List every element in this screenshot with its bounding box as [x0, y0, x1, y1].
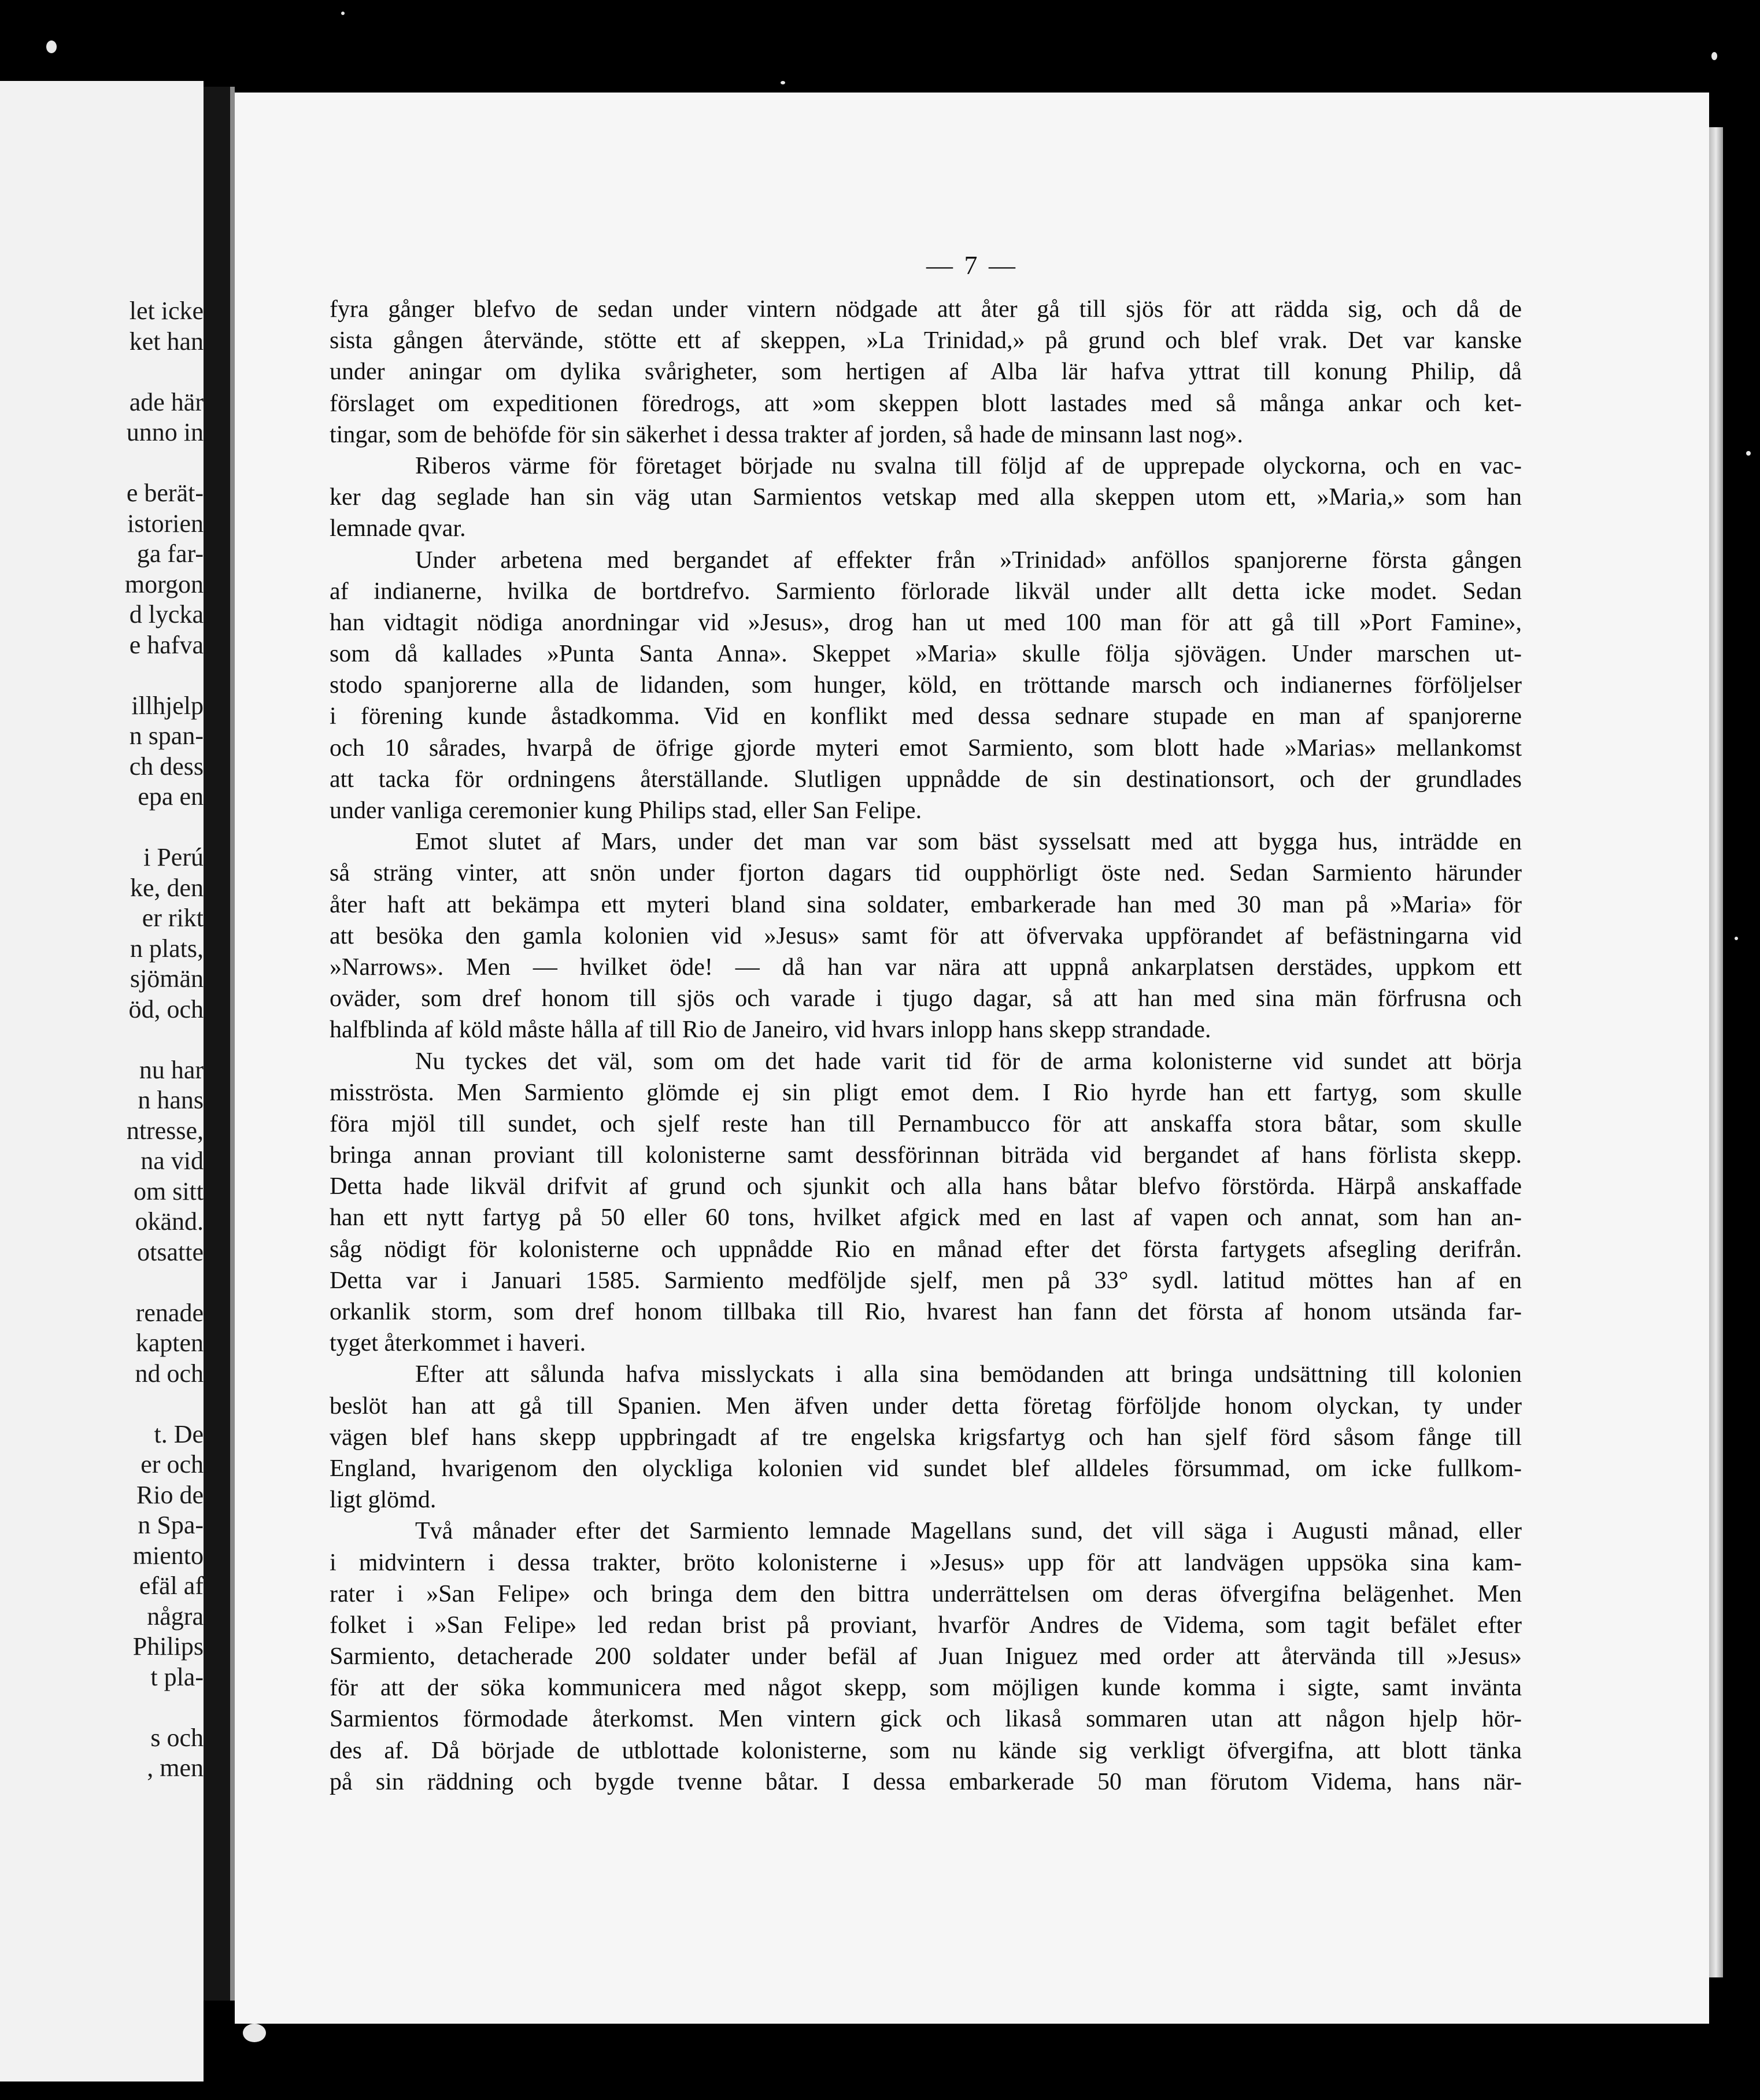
main-page — [235, 93, 1709, 2024]
text-line: som då kallades »Punta Santa Anna». Skeppet »Maria» skulle följa sjövägen. Under marschen ut- — [330, 641, 1522, 668]
text-line: att tacka för ordningens återställande. Slutligen uppnådde de sin destinationsort, och der grundlades — [330, 766, 1522, 793]
facing-page-line: nu har — [139, 1055, 204, 1084]
book-spine — [204, 87, 230, 2001]
text-line: Nu tyckes det väl, som om det hade varit tid för de arma kolonisterne vid sundet att börja — [415, 1048, 1522, 1075]
facing-page-line: epa en — [138, 782, 204, 811]
text-line: »Narrows». Men — hvilket öde! — då han var nära att uppnå ankarplatsen derstädes, uppkom ett — [330, 953, 1522, 981]
facing-page-line: några — [147, 1602, 204, 1631]
facing-page-line: ga far- — [136, 539, 204, 568]
text-line: ligt glömd. — [330, 1487, 437, 1514]
text-line: bringa annan proviant till kolonisterne samt dessförinnan biträda vid bergandet af hans förlista skepp. — [330, 1142, 1522, 1169]
text-line: tyget återkommet i haveri. — [330, 1330, 586, 1357]
dust-speck — [1735, 937, 1738, 940]
dust-speck — [46, 40, 57, 53]
facing-page-line: illhjelp — [131, 691, 204, 720]
text-line: Efter att sålunda hafva misslyckats i alla sina bemödanden att bringa undsättning till kolonien — [415, 1361, 1522, 1388]
facing-page-line: , men — [147, 1754, 204, 1782]
facing-page-line: e berät- — [126, 479, 204, 507]
body-text — [330, 294, 1522, 1798]
text-line: rater i »San Felipe» och bringa dem den bittra underrättelsen om deras öfvergifna belägenhet. Men — [330, 1580, 1522, 1607]
text-line: i midvintern i dessa trakter, bröto kolonisterne i »Jesus» upp för att landvägen uppsöka sina kam- — [330, 1549, 1522, 1576]
facing-page-line: n plats, — [130, 934, 204, 963]
facing-page-line: ntresse, — [126, 1116, 204, 1145]
text-line: oväder, som dref honom till sjös och varade i tjugo dagar, så att han med sina män förfrusna och — [330, 985, 1522, 1012]
facing-page-line: er rikt — [142, 904, 204, 932]
facing-page-line: n Spa- — [138, 1511, 204, 1539]
facing-page-line: Rio de — [136, 1480, 204, 1509]
facing-page-line: n hans — [138, 1086, 204, 1114]
text-line: Sarmientos förmodade återkomst. Men vintern gick och likaså sommaren utan att någon hjelp hör- — [330, 1706, 1522, 1733]
text-line: sista gången återvände, stötte ett af skeppen, »La Trinidad,» på grund och blef vrak. Det var kanske — [330, 327, 1522, 354]
facing-page-line — [125, 1025, 204, 1055]
text-line: Under arbetena med bergandet af effekter från »Trinidad» anföllos spanjorerne första gången — [415, 546, 1522, 574]
dust-speck — [1711, 52, 1717, 60]
facing-page-line: sjömän — [130, 964, 204, 993]
facing-page-line: ke, den — [130, 873, 204, 902]
facing-page-line: er och — [140, 1450, 204, 1478]
text-line: så sträng vinter, att snön under fjorton dagars tid oupphörligt öste ned. Sedan Sarmiento härunder — [330, 860, 1522, 887]
text-line: på sin räddning och bygde tvenne båtar. I dessa embarkerade 50 man förutom Videma, hans när- — [330, 1768, 1522, 1795]
page-edge — [1709, 127, 1723, 1977]
dust-speck — [243, 2024, 266, 2042]
text-line: att besöka den gamla kolonien vid »Jesus» samt för att öfvervaka uppförandet af befästningarna vid — [330, 922, 1522, 949]
text-line: och 10 sårades, hvarpå de öfrige gjorde myteri emot Sarmiento, som blott hade »Marias» mellankomst — [330, 734, 1522, 761]
text-line: vägen blef hans skepp uppbringadt af tre engelska krigsfartyg och han sjelf förd såsom fånge till — [330, 1424, 1522, 1451]
text-line: föra mjöl till sundet, och sjelf reste han till Pernambucco för att anskaffa stora båtar, som skulle — [330, 1110, 1522, 1137]
text-line: Riberos värme för företaget började nu svalna till följd af de upprepade olyckorna, och en vac- — [415, 452, 1522, 479]
text-line: stodo spanjorerne alla de lidanden, som hunger, köld, en tröttande marsch och indianernes förföljelser — [330, 672, 1522, 699]
text-line: Två månader efter det Sarmiento lemnade Magellans sund, det vill säga i Augusti månad, eller — [415, 1518, 1522, 1545]
text-line: åter haft att bekämpa ett myteri bland sina soldater, embarkerade han med 30 man på »Maria» för — [330, 891, 1522, 918]
facing-page-line — [125, 1692, 204, 1723]
facing-page-line: om sitt — [133, 1177, 204, 1206]
text-line: af indianerne, hvilka de bortdrefvo. Sarmiento förlorade likväl under allt detta icke modet. Sedan — [330, 578, 1522, 605]
facing-page-line: nd och — [135, 1359, 204, 1388]
facing-page-line: i Perú — [143, 843, 204, 871]
facing-page-line — [125, 1267, 204, 1298]
facing-page-line: s och — [150, 1723, 204, 1752]
text-line: folket i »San Felipe» led redan brist på proviant, hvarför Andres de Videma, som tagit befälet efter — [330, 1611, 1522, 1639]
text-line: beslöt han att gå till Spanien. Men äfven under detta företag förföljde honom olyckan, ty under — [330, 1392, 1522, 1419]
facing-page-line: t. De — [154, 1419, 204, 1448]
dust-speck — [1746, 451, 1751, 456]
facing-page-line — [125, 357, 204, 387]
dust-speck — [341, 12, 345, 15]
facing-page-line: miento — [132, 1541, 204, 1570]
text-line: ker dag seglade han sin väg utan Sarmientos vetskap med alla skeppen utom ett, »Maria,» som han — [330, 484, 1522, 511]
facing-page-line: otsatte — [137, 1237, 204, 1266]
text-line: för att der söka kommunicera med något skepp, som möjligen kunde komma i sigte, samt invänta — [330, 1674, 1522, 1702]
text-line: orkanlik storm, som dref honom tillbaka till Rio, hvarest han fann det första af honom utsända far- — [330, 1299, 1522, 1325]
spine-edge — [230, 87, 235, 2001]
text-line: under aningar om dylika svårigheter, som hertigen af Alba lär hafva yttrat till konung Philip, då — [330, 358, 1522, 386]
text-line: halfblinda af köld måste hålla af till Rio de Janeiro, vid hvars inlopp hans skepp strandade. — [330, 1016, 1211, 1044]
text-line: England, hvarigenom den olyckliga kolonien vid sundet blef alldeles försummad, om icke fullkom- — [330, 1455, 1522, 1482]
text-line: lemnade qvar. — [330, 515, 466, 542]
facing-page-line: e hafva — [129, 630, 204, 659]
facing-page-line: let icke — [129, 297, 204, 325]
text-line: tingar, som de behöfde för sin säkerhet i dessa trakter af jorden, så hade de minsann last nog». — [330, 421, 1243, 448]
dust-speck — [781, 81, 785, 84]
text-line: Emot slutet af Mars, under det man var som bäst sysselsatt med att bygga hus, inträdde en — [415, 829, 1522, 856]
page-number: — 7 — — [926, 250, 1018, 280]
facing-page-line: ket han — [129, 327, 204, 356]
facing-page-line: t pla- — [150, 1662, 204, 1691]
facing-page-line: ch dess — [129, 752, 204, 781]
text-line: under vanliga ceremonier kung Philips stad, eller San Felipe. — [330, 797, 922, 824]
text-line: i förening kunde åstadkomma. Vid en konflikt med dessa sednare stupade en man af spanjorerne — [330, 703, 1522, 730]
facing-page-line: okänd. — [135, 1207, 204, 1236]
facing-page-line: kapten — [135, 1329, 204, 1357]
text-line: Sarmiento, detacherade 200 soldater under befäl af Juan Iniguez med order att återvända till »Jesus» — [330, 1643, 1522, 1670]
facing-page-line: istorien — [127, 509, 204, 538]
text-line: Detta hade likväl drifvit af grund och sjunkit och alla hans båtar blefvo förstörda. Härpå anskaffade — [330, 1173, 1522, 1200]
text-line: såg nödigt för kolonisterne och uppnådde Rio en månad efter det första fartygets afsegling derifrån. — [330, 1236, 1522, 1263]
facing-page-line: efäl af — [139, 1572, 204, 1600]
text-line: han vidtagit nödiga anordningar vid »Jesus», drog han ut med 100 man för att gå till »Port Famine», — [330, 609, 1522, 636]
text-line: förslaget om expeditionen föredrogs, att »om skeppen blott lastades med så många ankar och ket- — [330, 390, 1522, 417]
facing-page — [0, 81, 204, 2081]
facing-page-line: d lycka — [129, 600, 204, 628]
facing-page-line: renade — [135, 1298, 204, 1327]
facing-page-line: na vid — [140, 1147, 204, 1175]
text-line: des af. Då började de utblottade kolonisterne, som nu kände sig verkligt öfvergifna, att blott tänka — [330, 1737, 1522, 1764]
text-line: misströsta. Men Sarmiento glömde ej sin pligt emot dem. I Rio hyrde han ett fartyg, som skulle — [330, 1079, 1522, 1106]
facing-page-line: ade här — [129, 387, 204, 416]
text-line: han ett nytt fartyg på 50 eller 60 tons, hvilket afgick med en last af vapen och annat, som han an- — [330, 1204, 1522, 1232]
facing-page-text — [125, 296, 204, 1784]
facing-page-line — [125, 812, 204, 843]
facing-page-line: unno in — [126, 418, 204, 446]
facing-page-line — [125, 1389, 204, 1419]
facing-page-line: Philips — [132, 1632, 204, 1661]
text-line: Detta var i Januari 1585. Sarmiento medföljde sjelf, men på 33° sydl. latitud möttes han af en — [330, 1267, 1522, 1294]
text-line: fyra gånger blefvo de sedan under vintern nödgade att åter gå till sjös för att rädda sig, och då de — [330, 296, 1522, 323]
facing-page-line — [125, 660, 204, 691]
facing-page-line: morgon — [124, 570, 204, 598]
facing-page-line: n span- — [129, 722, 204, 750]
facing-page-line: öd, och — [128, 994, 204, 1023]
facing-page-line — [125, 448, 204, 479]
